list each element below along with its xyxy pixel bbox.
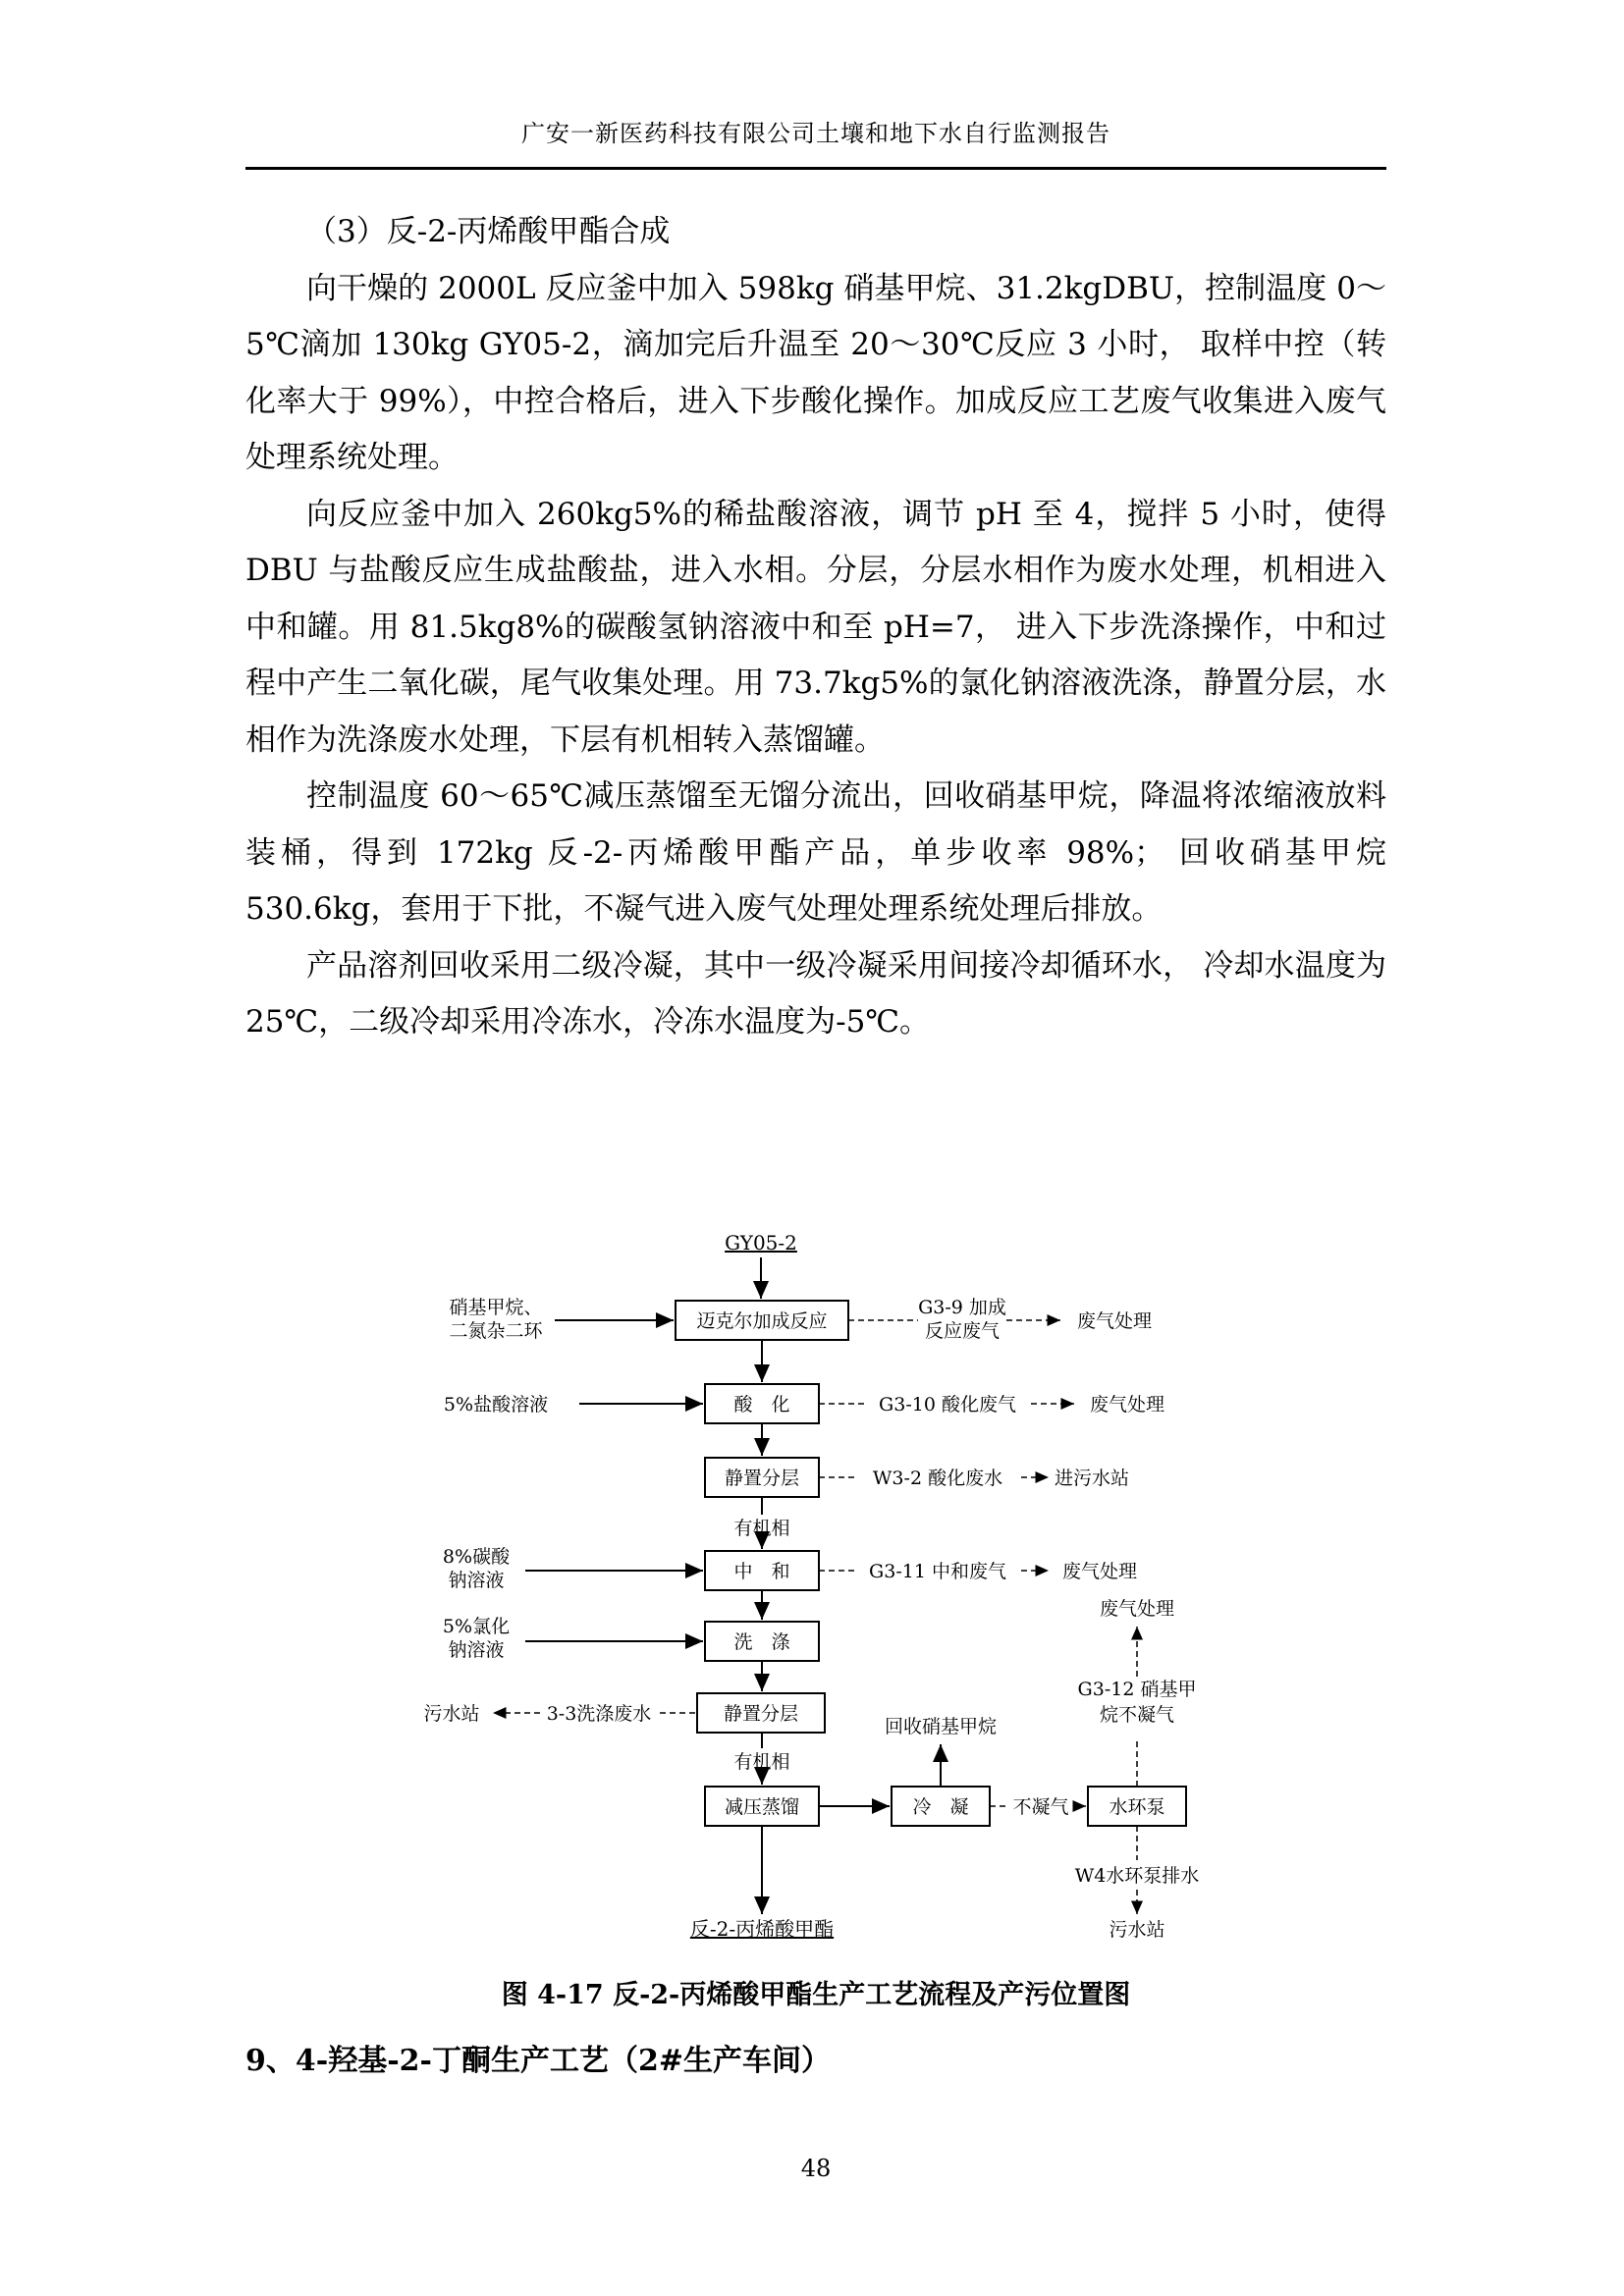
out-g39-target: 废气处理 [1076,1310,1153,1332]
out-w33: 3-3洗涤废水 [546,1703,652,1725]
out-g312-a: G3-12 硝基甲 [1077,1679,1197,1700]
paragraph-1: 向干燥的 2000L 反应釜中加入 598kg 硝基甲烷、31.2kgDBU，控制温度 0～5℃滴加 130kg GY05-2，滴加完后升温至 20～30℃反应 3 小时， 取样中控（转化率大于 99%），中控合格后，进入下步酸化操作。加成反应工艺废气收集进入废气处理系统处理。 [245,270,1386,475]
step-neutralize: 中 和 [733,1561,790,1582]
input-hcl: 5%盐酸溶液 [443,1394,549,1415]
step-distill: 减压蒸馏 [724,1796,800,1818]
step-wash: 洗 涤 [733,1631,790,1653]
organic-phase-2: 有机相 [733,1751,790,1773]
paragraph-4: 产品溶剂回收采用二级冷凝，其中一级冷凝采用间接冷却循环水， 冷却水温度为 25℃，二级冷却采用冷冻水，冷冻水温度为-5℃。 [245,947,1386,1040]
figure-caption: 图 4-17 反-2-丙烯酸甲酯生产工艺流程及产污位置图 [501,1980,1131,2010]
out-g310-target: 废气处理 [1089,1394,1165,1415]
step-settle1: 静置分层 [724,1468,800,1489]
input-nacl-a: 5%氯化 [442,1616,511,1637]
product-label: 反-2-丙烯酸甲酯 [689,1917,835,1941]
non-condensable-gas: 不凝气 [1012,1796,1069,1818]
step-pump: 水环泵 [1109,1796,1165,1818]
page-number: 48 [800,2155,832,2182]
step-acidify: 酸 化 [733,1394,790,1415]
step-settle2: 静置分层 [723,1703,799,1725]
out-g311: G3-11 中和废气 [869,1561,1006,1582]
input-na2co3-b: 钠溶液 [448,1570,505,1591]
step-condense: 冷 凝 [912,1796,969,1818]
out-w32-target: 进污水站 [1054,1468,1130,1489]
recovered-nitromethane: 回收硝基甲烷 [884,1716,998,1737]
section-heading: 9、4-羟基-2-丁酮生产工艺（2#生产车间） [245,2044,831,2078]
out-w4: W4水环泵排水 [1074,1865,1200,1887]
paragraph-3: 控制温度 60～65℃减压蒸馏至无馏分流出，回收硝基甲烷，降温将浓缩液放料装桶，得到 172kg 反-2-丙烯酸甲酯产品，单步收率 98%； 回收硝基甲烷 530.6kg，套用于下批，不凝气进入废气处理处理系统处理后排放。 [245,778,1386,927]
organic-phase-1: 有机相 [733,1518,790,1539]
out-w33-target: 污水站 [423,1703,480,1725]
input-dbu: 二氮杂二环 [449,1320,543,1342]
input-nacl-b: 钠溶液 [448,1639,505,1661]
paragraph-2: 向反应釜中加入 260kg5%的稀盐酸溶液，调节 pH 至 4，搅拌 5 小时，使得DBU 与盐酸反应生成盐酸盐，进入水相。分层，分层水相作为废水处理，机相进入中和罐。用 81.5kg8%的碳酸氢钠溶液中和至 pH=7， 进入下步洗涤操作，中和过程中产生二氧化碳，尾气收集处理。用 73.7kg5%的氯化钠溶液洗涤，静置分层，水相作为洗涤废水处理，下层有机相转入蒸馏罐。 [245,496,1386,758]
out-g39-b: 反应废气 [924,1320,1001,1342]
subheading: （3）反-2-丙烯酸甲酯合成 [306,214,671,249]
top-material: GY05-2 [725,1231,797,1255]
out-g39-a: G3-9 加成 [918,1297,1006,1318]
out-g311-target: 废气处理 [1061,1561,1138,1582]
process-flow-diagram [393,1222,1218,1958]
step-michael: 迈克尔加成反应 [696,1310,828,1332]
input-na2co3-a: 8%碳酸 [442,1546,511,1568]
body-text [245,204,1386,1051]
out-g312-target: 废气处理 [1099,1598,1175,1620]
input-nitromethane: 硝基甲烷、 [449,1297,543,1318]
out-g312-b: 烷不凝气 [1099,1704,1175,1726]
header-rule [245,167,1386,170]
out-g310: G3-10 酸化废气 [879,1394,1016,1415]
out-w4-target: 污水站 [1109,1919,1165,1941]
page-header: 广安一新医药科技有限公司土壤和地下水自行监测报告 [521,120,1110,147]
out-w32: W3-2 酸化废水 [872,1468,1003,1489]
